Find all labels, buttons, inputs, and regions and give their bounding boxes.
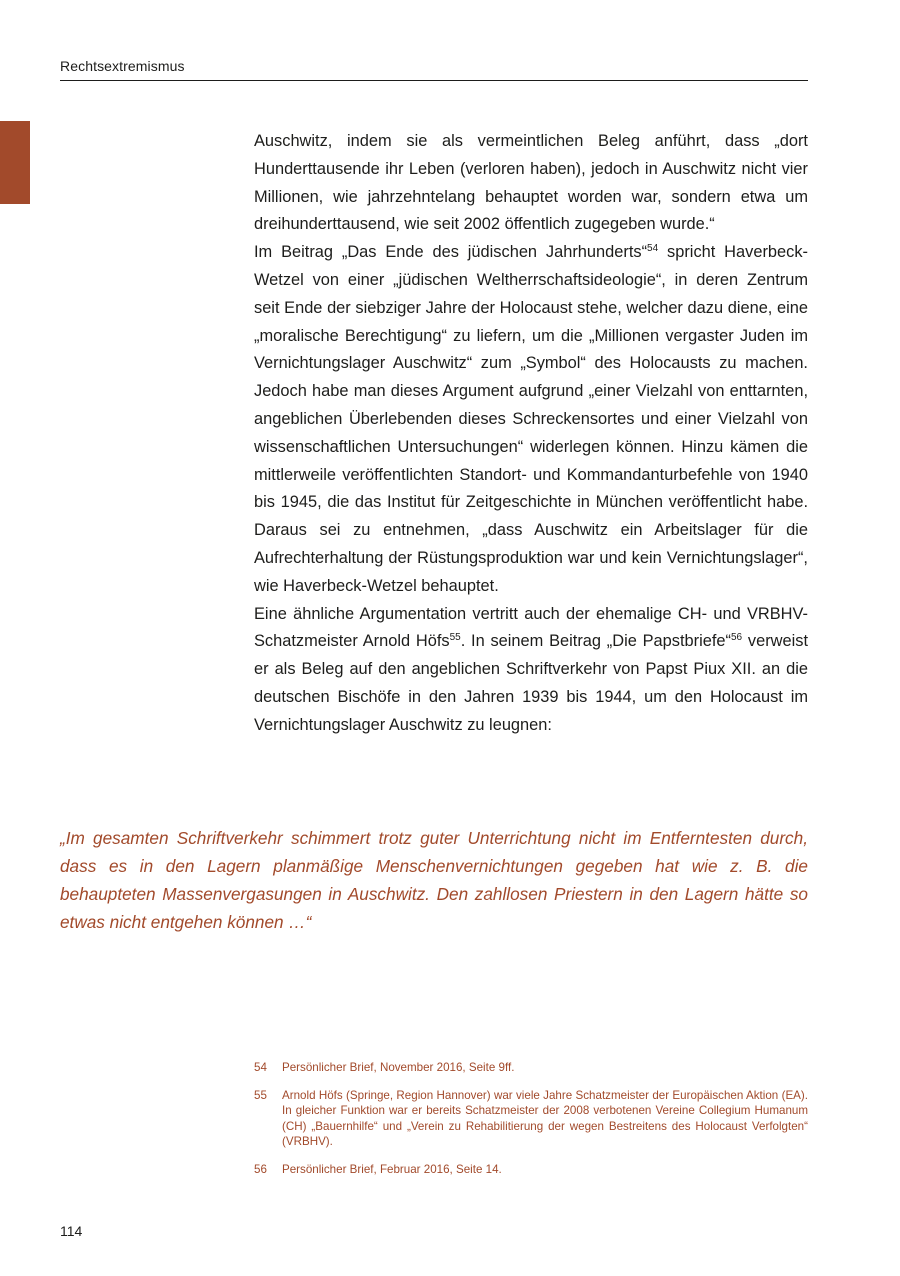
paragraph-2-part-b: spricht Haverbeck-Wetzel von einer „jüdischen Weltherrschaftsideologie“, in deren Zentrum seit Ende der siebziger Jahre der Holocaust stehe, welcher dazu diene, eine „moralische Berechtigung“ zu liefern, um die „Millionen vergaster Juden im Vernichtungslager Auschwitz“ zum „Symbol“ des Holocausts zu machen. Jedoch habe man dieses Argument aufgrund „einer Vielzahl von enttarnten, angeblichen Überlebenden dieses Schreckensortes und einer Vielzahl von wissenschaftlichen Untersuchungen“ widerlegen können. Hinzu kämen die mittlerweile veröffentlichten Standort- und Kommandanturbefehle von 1940 bis 1945, die das Institut für Zeitgeschichte in München veröffentlicht habe. Daraus sei zu entnehmen, „dass Auschwitz ein Arbeitslager für die Aufrechterhaltung der Rüstungsproduktion war und kein Vernichtungslager“, wie Haverbeck-Wetzel behauptet.	[254, 243, 808, 595]
footnote-number: 56	[254, 1163, 267, 1177]
main-body-text	[254, 128, 808, 740]
paragraph-2-part-a: Im Beitrag „Das Ende des jüdischen Jahrhunderts“	[254, 243, 648, 262]
footnote-number: 54	[254, 1061, 267, 1074]
footnote-number: 55	[254, 1089, 267, 1103]
paragraph-3	[254, 601, 808, 740]
footnote-56	[254, 1162, 808, 1177]
footnote-55	[254, 1088, 808, 1149]
chapter-side-tab	[0, 121, 30, 204]
header-rule	[60, 80, 808, 81]
footnotes-section	[254, 1060, 808, 1190]
footnote-ref-56[interactable]: 56	[730, 632, 743, 644]
page-number: 114	[60, 1223, 83, 1239]
paragraph-3-part-b: . In seinem Beitrag „Die Papstbriefe“	[460, 632, 731, 651]
block-quote: „Im gesamten Schriftverkehr schimmert trotz guter Unterrichtung nicht im Entferntesten durch, dass es in den Lagern planmäßige Menschenvernichtungen gegeben hat wie z. B. die behaupteten Massenvergasungen in Auschwitz. Den zahllosen Priestern in den Lagern hätte so etwas nicht entgehen können …“	[60, 828, 808, 932]
paragraph-3-part-a: Eine ähnliche Argumentation vertritt auch der ehemalige CH- und VRBHV-Schatzmeister Arnold Höfs	[254, 604, 808, 651]
paragraph-3-part-c: verweist er als Beleg auf den angeblichen Schriftverkehr von Papst Piux XII. an die deutschen Bischöfe in den Jahren 1939 bis 1944, um den Holocaust im Vernichtungslager Auschwitz zu leugnen:	[254, 632, 808, 734]
footnote-text: Persönlicher Brief, Februar 2016, Seite 14.	[282, 1163, 502, 1177]
footnote-54	[254, 1060, 808, 1075]
paragraph-2	[254, 239, 808, 600]
footnote-text: Persönlicher Brief, November 2016, Seite 9ff.	[282, 1061, 515, 1074]
footnote-text: Arnold Höfs (Springe, Region Hannover) war viele Jahre Schatzmeister der Europäischen Aktion (EA). In gleicher Funktion war er bereits Schatzmeister der 2008 verbotenen Vereine Collegium Humanum (CH) „Bauernhilfe“ und „Verein zu Rehabilitierung der wegen Bestreitens des Holocaust Verfolgten“ (VRBHV).	[282, 1089, 808, 1148]
running-head-title: Rechtsextremismus	[60, 58, 185, 74]
footnote-ref-55[interactable]: 55	[449, 632, 461, 644]
footnote-ref-54[interactable]: 54	[647, 243, 659, 255]
paragraph-1: Auschwitz, indem sie als vermeintlichen Beleg anführt, dass „dort Hunderttausende ihr Leben (verloren haben), jedoch in Auschwitz nicht vier Millionen, wie jahrzehntelang behauptet worden war, sondern etwa um dreihunderttausend, wie seit 2002 öffentlich zugegeben wurde.“	[254, 132, 808, 234]
